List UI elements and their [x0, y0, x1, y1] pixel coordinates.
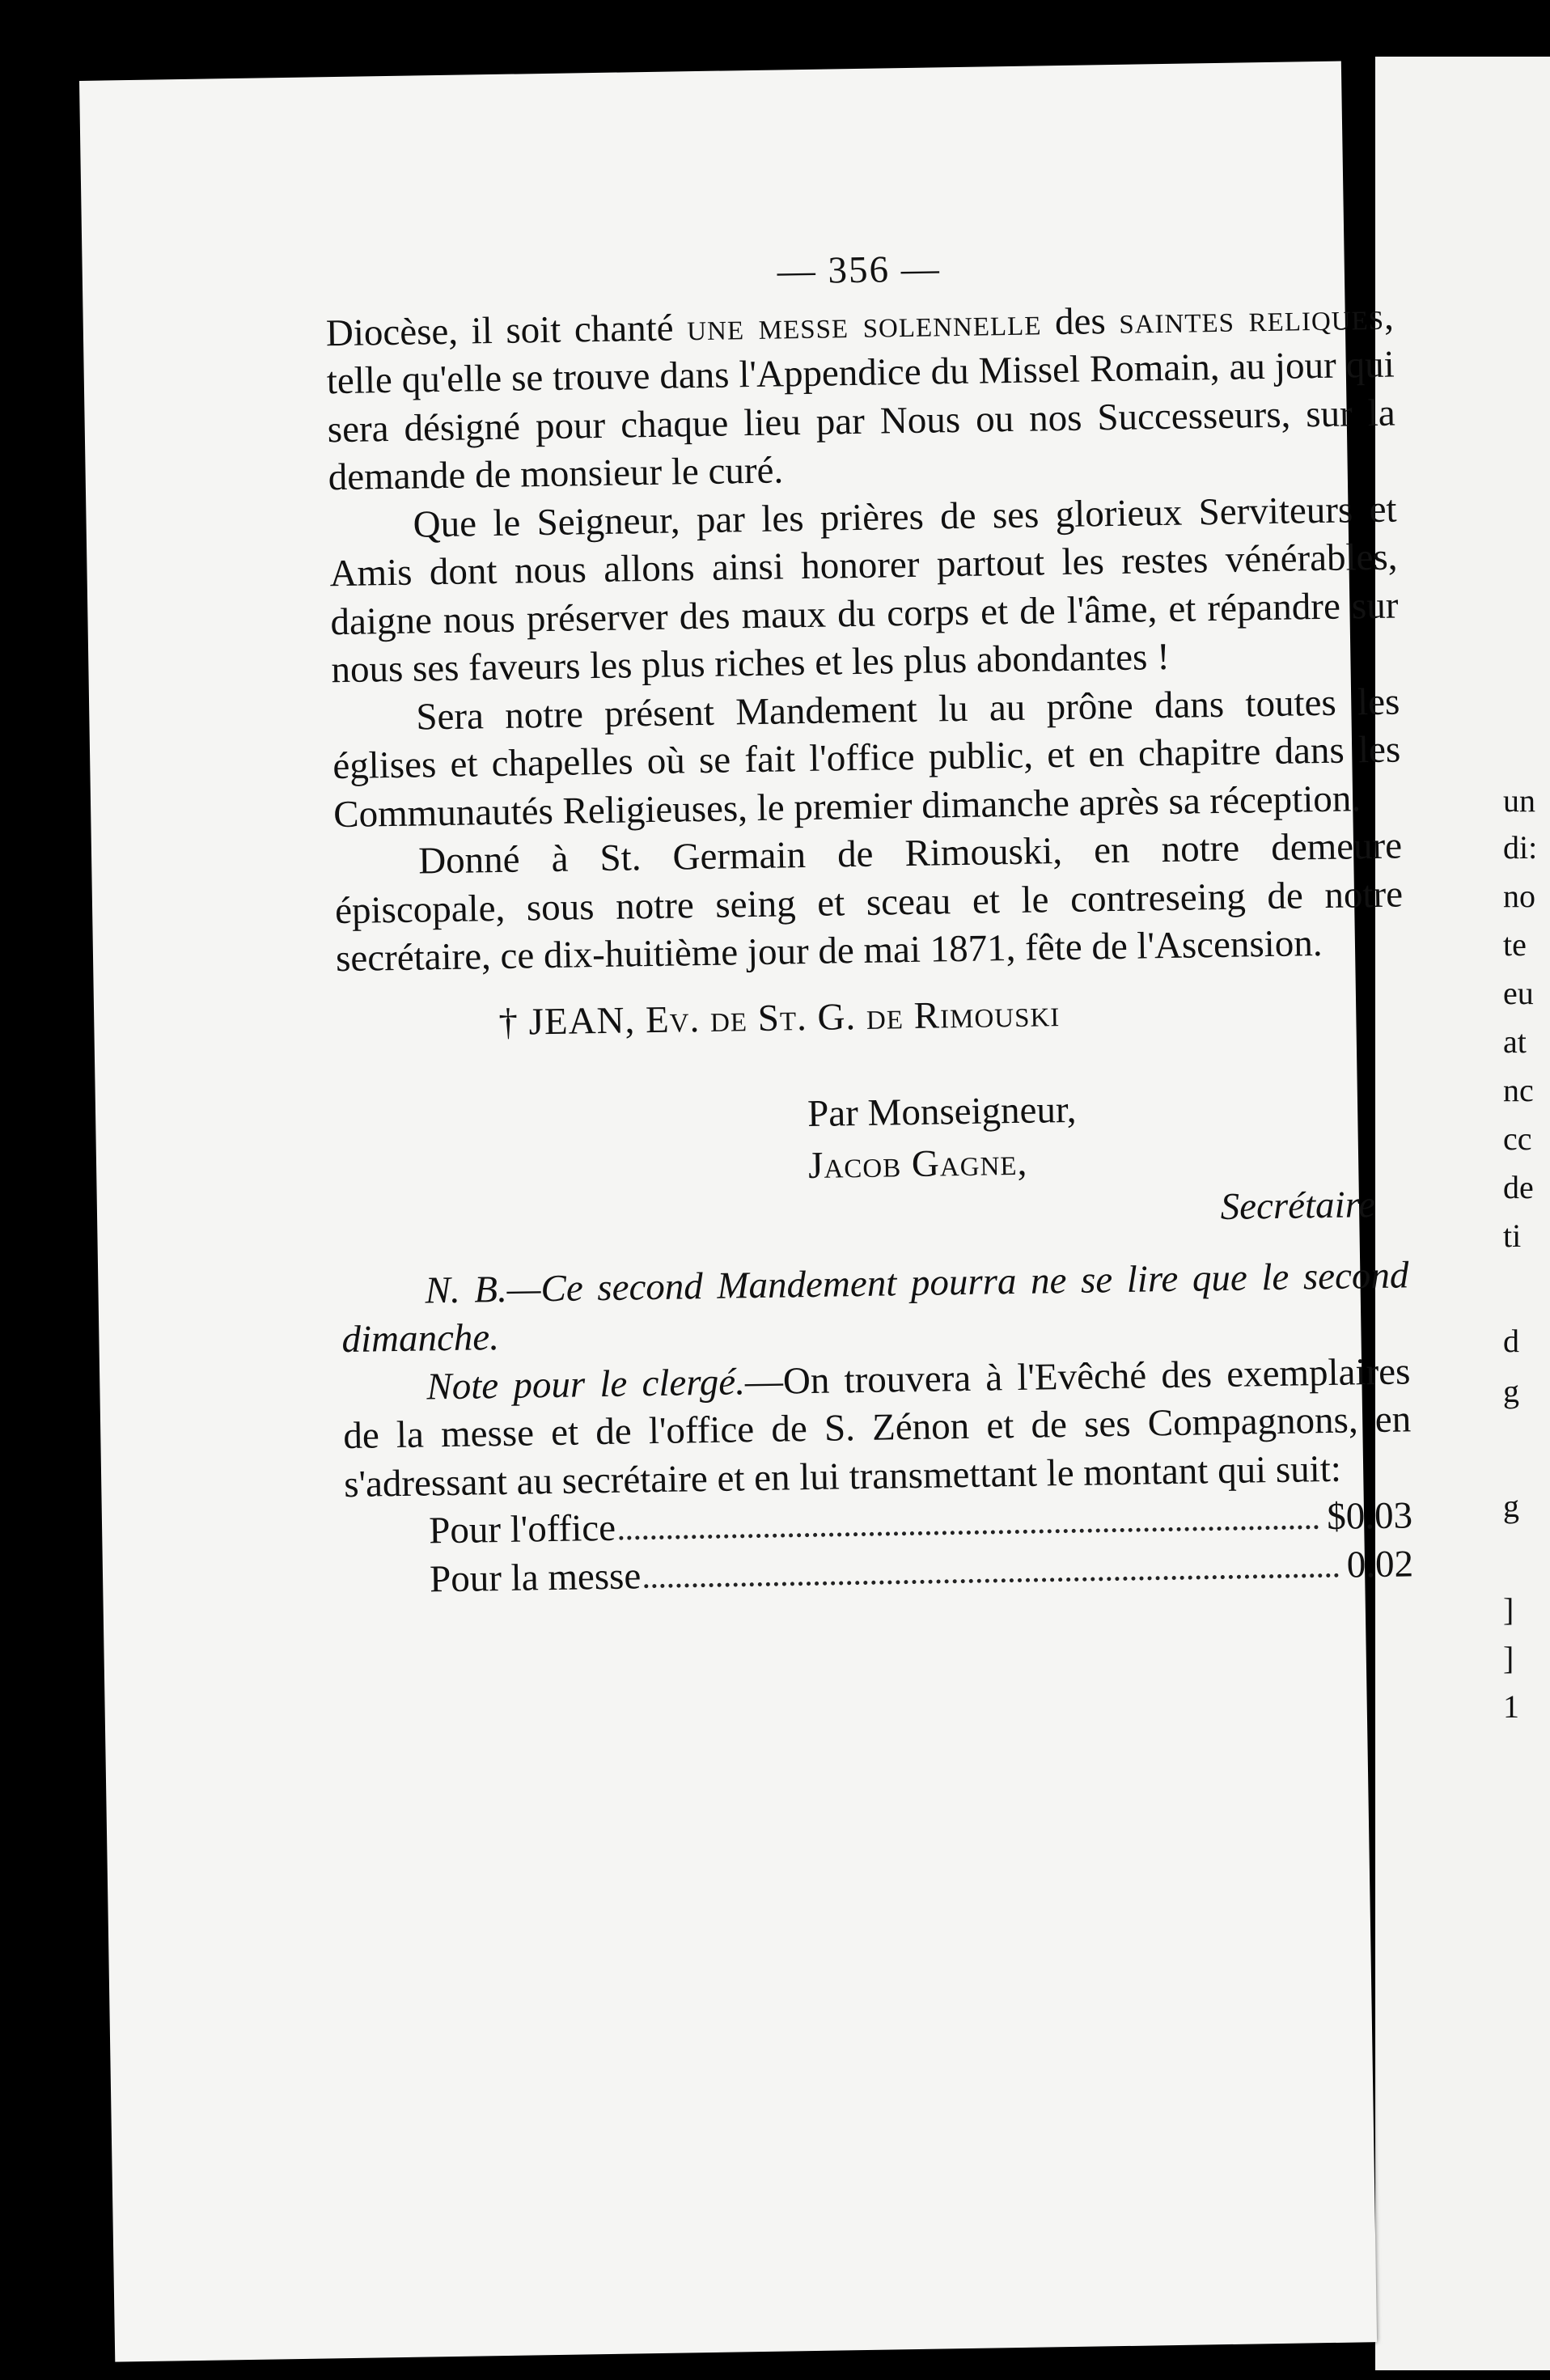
small-caps-phrase-2: saintes reliques [1118, 295, 1385, 342]
secretary-name: Jacob Gagne, [807, 1141, 1028, 1187]
adjacent-fragment: un [1503, 782, 1535, 819]
adjacent-fragment: no [1503, 878, 1535, 914]
adjacent-fragment: te [1503, 926, 1527, 963]
price-label: Pour l'office [428, 1506, 616, 1552]
dot-leader [644, 1573, 1339, 1587]
adjacent-fragment: nc [1503, 1072, 1534, 1108]
adjacent-fragment: ] [1503, 1640, 1514, 1676]
paragraph-1-mid: des [1040, 299, 1120, 343]
adjacent-fragment: at [1503, 1023, 1527, 1060]
bishop-signature: † JEAN, Ev. de St. G. de Rimouski [498, 992, 1061, 1044]
paragraph-1-rest: , telle qu'elle se trouve dans l'Appendice du Missel Romain, au jour qui sera désigné pour chaque lieu par Nous ou nos Successeurs, sur la demande de monsieur le curé. [326, 295, 1396, 499]
price-amount: $0.03 [1326, 1494, 1413, 1538]
nota-bene-text: Ce second Mandement pourra ne se lire que le second dimanche. [341, 1253, 1409, 1362]
secretary-title: Secrétaire [1220, 1184, 1376, 1229]
page-number: — 356 — [777, 248, 942, 293]
adjacent-fragment: di: [1503, 829, 1538, 866]
paragraph-2: Que le Seigneur, par les prières de ses glorieux Serviteurs et Amis dont nous allons ainsi honorer partout les restes vénérables, daigne nous préserver des maux du corps et de l'âme, et répandre sur nous ses faveurs les plus riches et les plus abondantes ! [329, 487, 1399, 692]
adjacent-fragment: g [1503, 1488, 1519, 1524]
clergy-note [342, 1348, 1412, 1509]
adjacent-fragment: ] [1503, 1591, 1514, 1628]
price-amount: 0.02 [1346, 1542, 1414, 1586]
par-monseigneur: Par Monseigneur, [807, 1088, 1077, 1136]
small-caps-phrase: une messe solennelle [686, 300, 1042, 349]
adjacent-fragment: de [1503, 1169, 1534, 1205]
paragraph-1 [325, 293, 1396, 502]
nota-bene [341, 1251, 1410, 1365]
nota-bene-label: N. B.— [425, 1267, 541, 1311]
adjacent-fragment: cc [1503, 1120, 1532, 1157]
dot-leader [619, 1525, 1319, 1540]
paragraph-3: Sera notre présent Mandement lu au prône dans toutes les églises et chapelles où se fait l'office public, et en chapitre dans les Communautés Religieuses, le premier dimanche après sa réception. [332, 680, 1401, 836]
paragraph-1-lead: Diocèse, il soit chanté [325, 306, 688, 354]
clergy-note-label: Note pour le clergé. [426, 1360, 746, 1408]
adjacent-fragment: g [1503, 1373, 1519, 1409]
adjacent-fragment: 1 [1503, 1688, 1519, 1725]
price-label: Pour la messe [429, 1554, 642, 1600]
adjacent-fragment: eu [1503, 975, 1534, 1011]
clergy-note-text: —On trouvera à l'Evêché des exemplaires de la messe et de l'office de S. Zénon et de ses Compagnons, en s'adressant au secrétaire et en lui transmettant le montant qui suit: [342, 1349, 1412, 1505]
adjacent-fragment: ti [1503, 1218, 1522, 1254]
page-content [324, 239, 1413, 1606]
paragraph-4: Donné à St. Germain de Rimouski, en notre demeure épiscopale, sous notre seing et sceau et le contreseing de notre secrétaire, ce dix-huitième jour de mai 1871, fête de l'Ascension. [334, 824, 1404, 980]
book-page [79, 61, 1414, 2361]
adjacent-fragment: d [1503, 1323, 1519, 1359]
